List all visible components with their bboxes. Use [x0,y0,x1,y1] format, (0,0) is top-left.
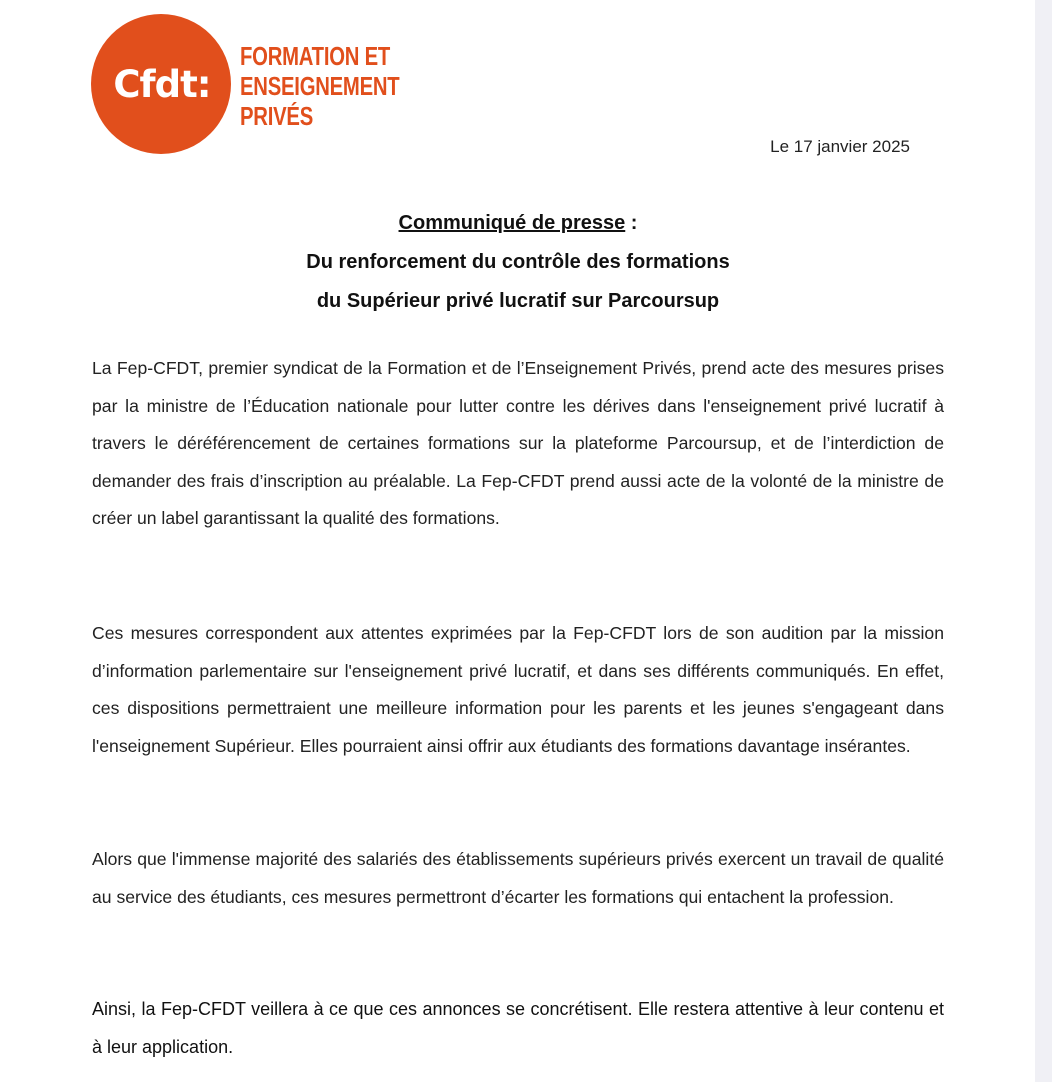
logo-wordmark [240,41,399,131]
logo-line-1: FORMATION ET [240,41,391,71]
cfdt-logo-text: Cfdt: [113,62,211,106]
title-line-1 [0,204,1036,243]
viewer-side-margin [1035,0,1052,1082]
title-label: Communiqué de presse [398,212,626,234]
paragraph-4: Ainsi, la Fep-CFDT veillera à ce que ces annonces se concrétisent. Elle restera attentive à leur contenu et à leur application. [92,999,944,1057]
paragraph-3: Alors que l'immense majorité des salariés des établissements supérieurs privés exercent un travail de qualité au service des étudiants, ces mesures permettront d’écarter les formations qui entachent la profession. [92,849,944,907]
title-line-3: du Supérieur privé lucratif sur Parcoursup [316,290,720,312]
document-date: Le 17 janvier 2025 [770,137,910,156]
logo-line-3: PRIVÉS [240,101,313,131]
logo-line-2: ENSEIGNEMENT [240,71,400,101]
title-label-suffix: : [625,212,638,234]
paragraph-1: La Fep-CFDT, premier syndicat de la Formation et de l’Enseignement Privés, prend acte des mesures prises par la ministre de l’Éducation nationale pour lutter contre les dérives dans l'enseignement privé lucratif à travers le déréférencement de certaines formations sur la plateforme Parcoursup, et de l’interdiction de demander des frais d’inscription au préalable. La Fep-CFDT prend aussi acte de la volonté de la ministre de créer un label garantissant la qualité des formations. [92,358,944,529]
title-line-2: Du renforcement du contrôle des formations [306,251,730,273]
paragraph-2: Ces mesures correspondent aux attentes exprimées par la Fep-CFDT lors de son audition par la mission d’information parlementaire sur l'enseignement privé lucratif, et dans ses différents communiqués. En effet, ces dispositions permettraient une meilleure information pour les parents et les jeunes s'engageant dans l'enseignement Supérieur. Elles pourraient ainsi offrir aux étudiants des formations davantage insérantes. [92,623,944,756]
press-release-title [0,204,1036,321]
cfdt-logo-mark [91,14,231,154]
